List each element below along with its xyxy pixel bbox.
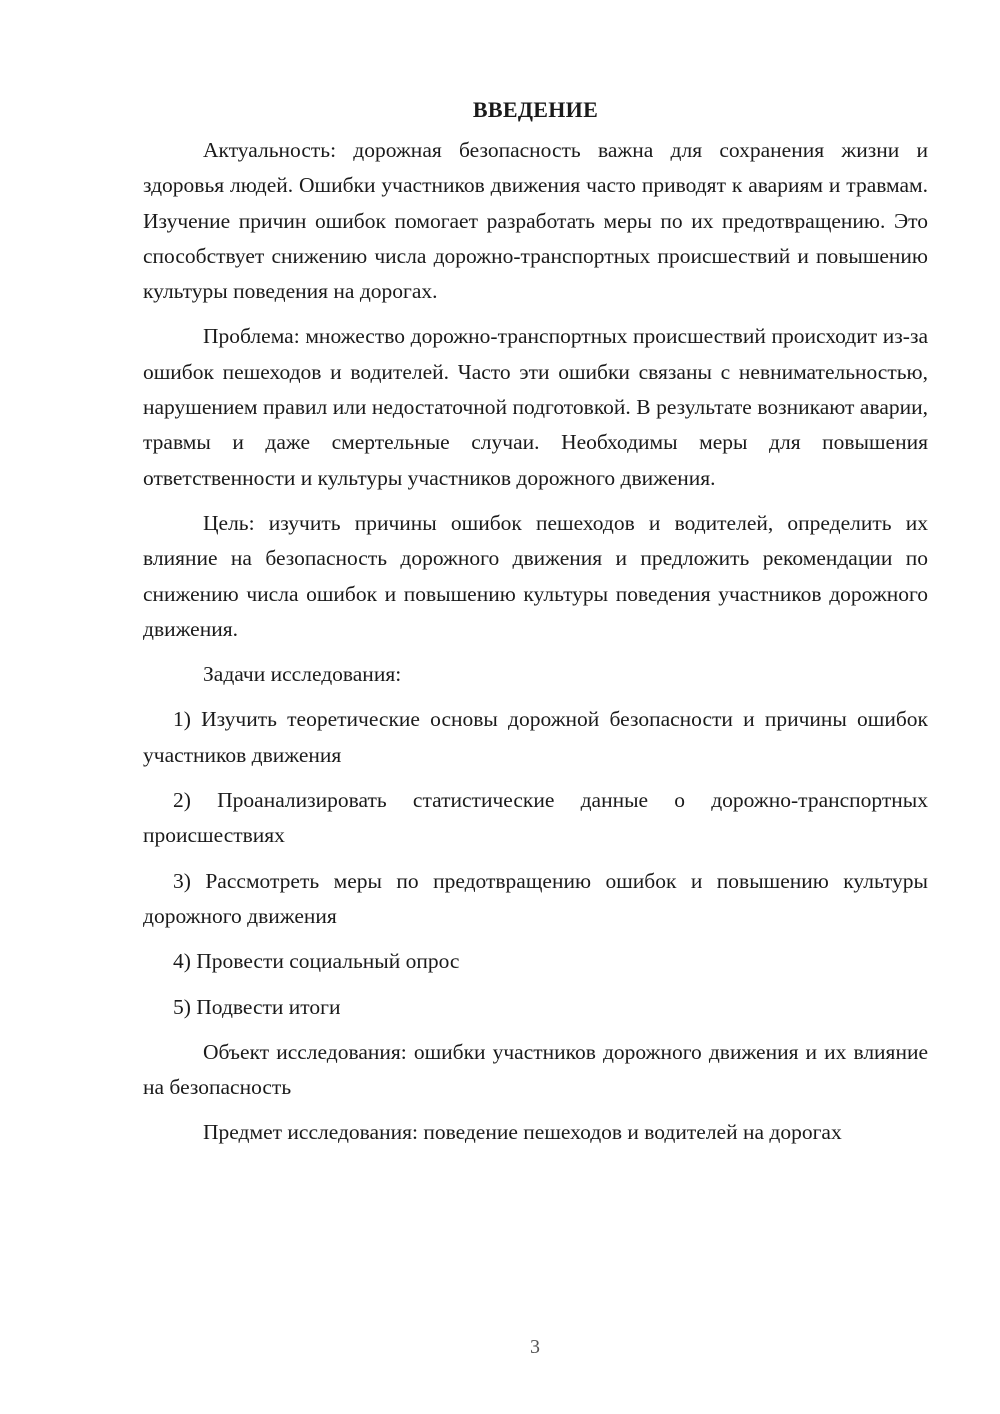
task-item-2: 2) Проанализировать статистические данные о дорожно-транспортных происшествиях	[143, 788, 928, 848]
page-title: ВВЕДЕНИЕ	[472, 97, 599, 122]
paragraph-relevance: Актуальность: дорожная безопасность важна для сохранения жизни и здоровья людей. Ошибки участников движения часто приводят к авариям и травмам. Изучение причин ошибок помогает разработать меры по их предотвращению. Это способствует снижению числа дорожно-транспортных происшествий и повышению культуры поведения на дорогах.	[143, 138, 928, 304]
task-item-1: 1) Изучить теоретические основы дорожной безопасности и причины ошибок участников движения	[143, 707, 928, 767]
task-item-4: 4) Провести социальный опрос	[173, 949, 460, 974]
document-body	[143, 95, 928, 1151]
paragraph-problem: Проблема: множество дорожно-транспортных происшествий происходит из-за ошибок пешеходов и водителей. Часто эти ошибки связаны с невнимательностью, нарушением правил или недостаточной подготовкой. В результате возникают аварии, травмы и даже смертельные случаи. Необходимы меры для повышения ответственности и культуры участников дорожного движения.	[143, 324, 928, 490]
task-item-3: 3) Рассмотреть меры по предотвращению ошибок и повышению культуры дорожного движения	[143, 868, 928, 928]
page-number: 3	[530, 1336, 540, 1358]
paragraph-subject: Предмет исследования: поведение пешеходов и водителей на дорогах	[203, 1120, 842, 1145]
paragraph-object: Объект исследования: ошибки участников дорожного движения и их влияние на безопасность	[143, 1039, 928, 1100]
tasks-heading: Задачи исследования:	[203, 662, 402, 687]
task-item-5: 5) Подвести итоги	[173, 994, 341, 1019]
paragraph-goal: Цель: изучить причины ошибок пешеходов и водителей, определить их влияние на безопасность дорожного движения и предложить рекомендации по снижению числа ошибок и повышению культуры поведения участников дорожного движения.	[143, 510, 928, 641]
